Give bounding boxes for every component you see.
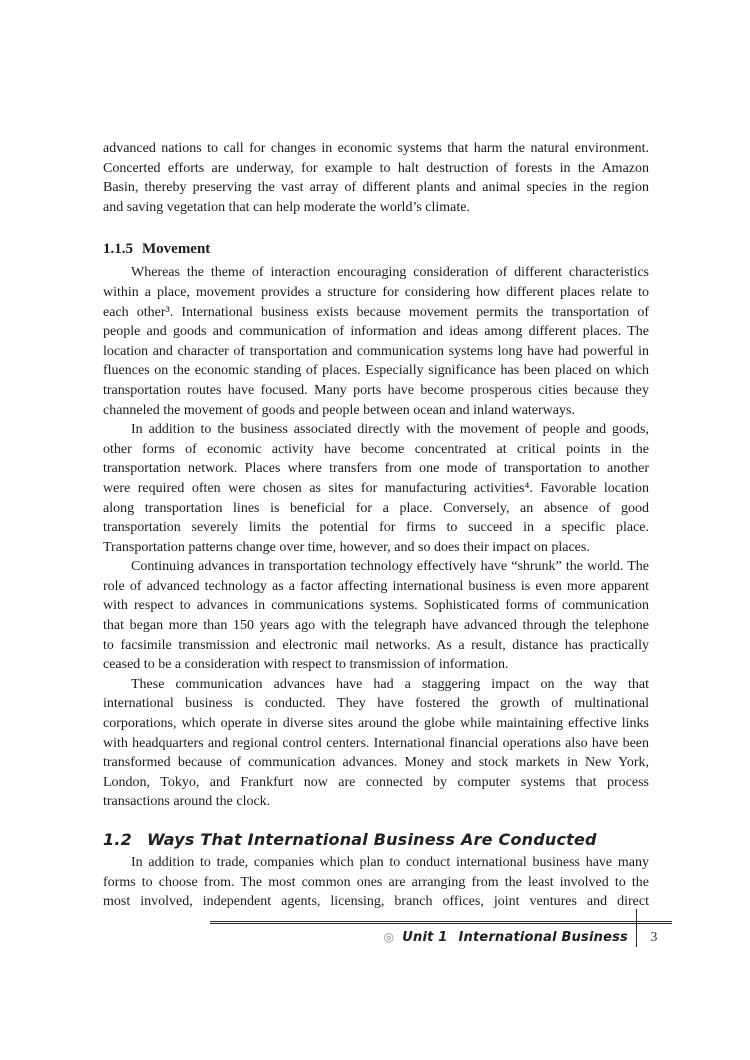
- text-line: These communication advances have had a staggering impact on the way that: [131, 676, 649, 692]
- subsection-title: Movement: [142, 241, 211, 258]
- page-footer: [384, 929, 628, 946]
- text-line: with respect to advances in communications systems. Sophisticated forms of communication: [103, 598, 649, 614]
- text-line: forms to choose from. The most common ones are arranging from the least involved to the: [103, 874, 649, 890]
- text-line: Transportation patterns change over time, however, and so does their impact on places.: [103, 539, 590, 555]
- text-line: ceased to be a consideration with respect to transmission of information.: [103, 657, 509, 673]
- paragraph-movement-intro: [103, 263, 649, 420]
- text-line: In addition to the business associated directly with the movement of people and goods,: [131, 422, 649, 438]
- text-line: In addition to trade, companies which plan to conduct international business have many: [131, 855, 649, 870]
- text-line: channeled the movement of goods and people between ocean and inland waterways.: [103, 402, 575, 418]
- section-number: 1.2: [103, 830, 132, 849]
- text-line: Whereas the theme of interaction encouraging consideration of different characteristics: [131, 265, 649, 281]
- text-line: Continuing advances in transportation technology effectively have “shrunk” the world. The: [131, 559, 649, 575]
- text-line: each other³. International business exists because movement permits the transportation of: [103, 304, 649, 320]
- paragraph-economic-activity: [103, 420, 649, 557]
- subsection-heading-movement: [103, 239, 649, 259]
- text-line: people and goods and communication of information and ideas among different places. The: [103, 324, 649, 340]
- section-title: Ways That International Business Are Conducted: [146, 830, 597, 849]
- text-line: along transportation lines is beneficial for a place. Conversely, an absence of good: [103, 500, 649, 516]
- paragraph-technology-advances: [103, 557, 649, 675]
- text-line: transformed because of communication advances. Money and stock markets in New York,: [103, 755, 649, 771]
- text-line: international business is conducted. They have fostered the growth of multinational: [103, 696, 649, 712]
- text-line: and saving vegetation that can help moderate the world’s climate.: [103, 199, 470, 215]
- paragraph-communication-impact: [103, 675, 649, 812]
- text-line: were required often were chosen as sites for manufacturing activities⁴. Favorable location: [103, 480, 649, 496]
- bullseye-icon: ◎: [383, 930, 395, 944]
- text-line: advanced nations to call for changes in economic systems that harm the natural environment.: [103, 141, 649, 156]
- text-line: within a place, movement provides a structure for considering how different places relate to: [103, 284, 649, 300]
- text-line: corporations, which operate in diverse sites around the globe while maintaining effective links: [103, 716, 649, 732]
- text-line: transportation network. Places where transfers from one mode of transportation to another: [103, 461, 649, 477]
- footer-book-title: International Business: [458, 930, 628, 945]
- text-line: transactions around the clock.: [103, 794, 271, 810]
- text-line: transportation routes have focused. Many ports have become prosperous cities because they: [103, 382, 649, 398]
- footer-unit-label: Unit 1: [402, 930, 448, 945]
- text-line: location and character of transportation and communication systems long have had powerful in: [103, 343, 649, 359]
- page-body-text: [103, 139, 649, 912]
- text-line: most involved, independent agents, licensing, branch offices, joint ventures and direct: [103, 894, 649, 910]
- text-line: London, Tokyo, and Frankfurt now are connected by computer systems that process: [103, 774, 649, 790]
- text-line: role of advanced technology as a factor affecting international business is even more apparent: [103, 578, 649, 594]
- text-line: transportation severely limits the potential for firms to succeed in a specific place.: [103, 520, 649, 536]
- paragraph-ways-intro: [103, 853, 649, 912]
- paragraph-environment: [103, 139, 649, 217]
- text-line: with headquarters and regional control centers. International financial operations also have been: [103, 735, 649, 751]
- text-line: fluences on the economic standing of places. Especially significance has been placed on which: [103, 363, 649, 379]
- text-line: other forms of economic activity have become concentrated at critical points in the: [103, 441, 649, 457]
- text-line: Concerted efforts are underway, for example to halt destruction of forests in the Amazon: [103, 160, 649, 176]
- footer-double-rule: [210, 921, 672, 924]
- text-line: Basin, thereby preserving the vast array of different plants and animal species in the region: [103, 180, 649, 196]
- text-line: that began more than 150 years ago with the telegraph have advanced through the telephone: [103, 618, 649, 634]
- subsection-number: 1.1.5: [103, 241, 133, 258]
- page-number: 3: [650, 929, 658, 944]
- section-heading-ways-conducted: [103, 829, 649, 851]
- text-line: to facsimile transmission and electronic mail networks. As a result, distance has practically: [103, 637, 649, 653]
